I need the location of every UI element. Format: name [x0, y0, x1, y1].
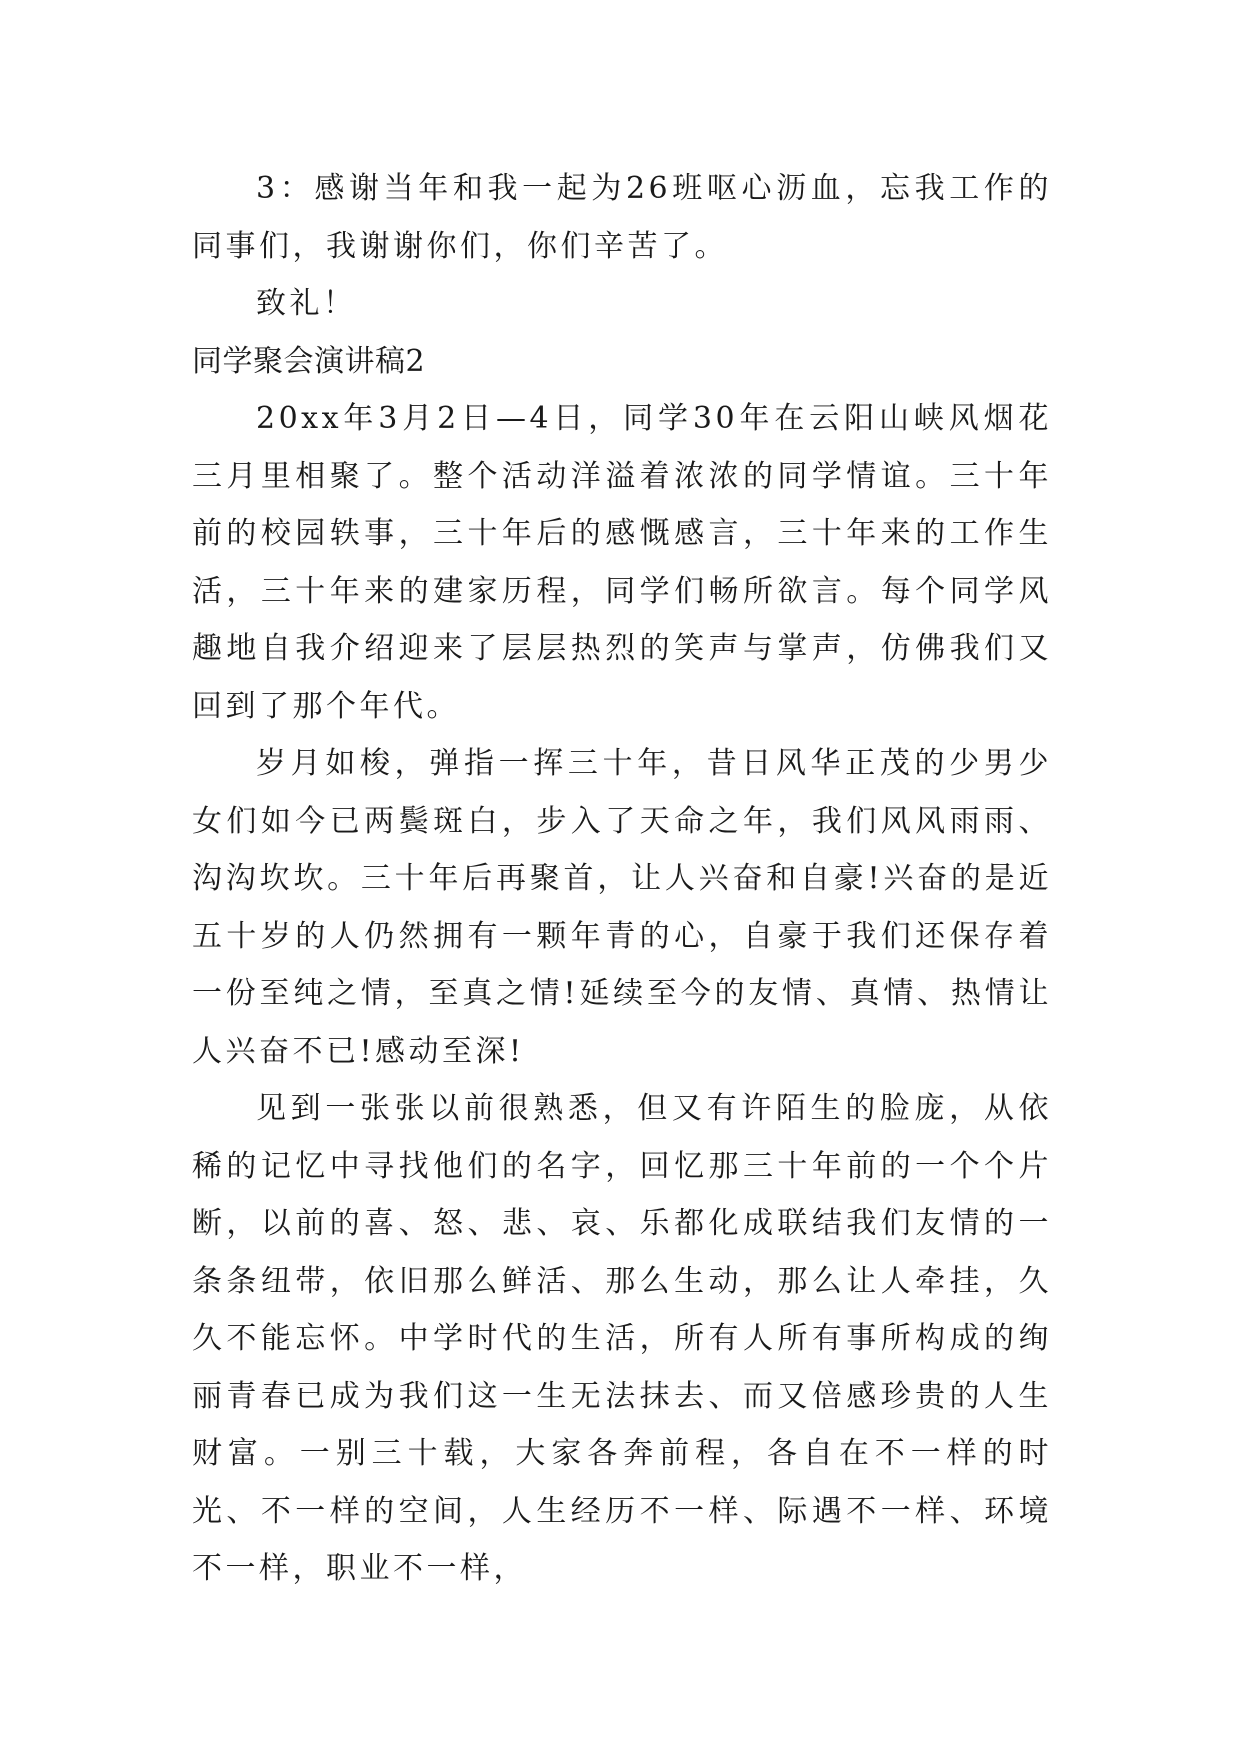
paragraph-thanks-colleagues: 3：感谢当年和我一起为26班呕心沥血，忘我工作的同事们，我谢谢你们，你们辛苦了。: [192, 171, 1052, 264]
section-title: 同学聚会演讲稿2: [192, 343, 426, 379]
paragraph-thirty-years: 岁月如梭，弹指一挥三十年，昔日风华正茂的少男少女们如今已两鬓斑白，步入了天命之年，我们风风雨雨、沟沟坎坎。三十年后再聚首，让人兴奋和自豪!兴奋的是近五十岁的人仍然拥有一颗年青的心，自豪于我们还保存着一份至纯之情，至真之情!延续至今的友情、真情、热情让人兴奋不已!感动至深!: [192, 746, 1052, 1069]
paragraph-reunion-gathering: 20xx年3月2日—4日，同学30年在云阳山峡风烟花三月里相聚了。整个活动洋溢着浓浓的同学情谊。三十年前的校园轶事，三十年后的感慨感言，三十年来的工作生活，三十年来的建家历程，同学们畅所欲言。每个同学风趣地自我介绍迎来了层层热烈的笑声与掌声，仿佛我们又回到了那个年代。: [192, 401, 1052, 724]
document-body: [192, 160, 1052, 1598]
paragraph-closing-salute: 致礼！: [256, 286, 357, 321]
paragraph-familiar-faces: 见到一张张以前很熟悉，但又有许陌生的脸庞，从依稀的记忆中寻找他们的名字，回忆那三十年前的一个个片断，以前的喜、怒、悲、哀、乐都化成联结我们友情的一条条纽带，依旧那么鲜活、那么生动，那么让人牵挂，久久不能忘怀。中学时代的生活，所有人所有事所构成的绚丽青春已成为我们这一生无法抹去、而又倍感珍贵的人生财富。一别三十载，大家各奔前程，各自在不一样的时光、不一样的空间，人生经历不一样、际遇不一样、环境不一样，职业不一样，: [192, 1091, 1052, 1586]
